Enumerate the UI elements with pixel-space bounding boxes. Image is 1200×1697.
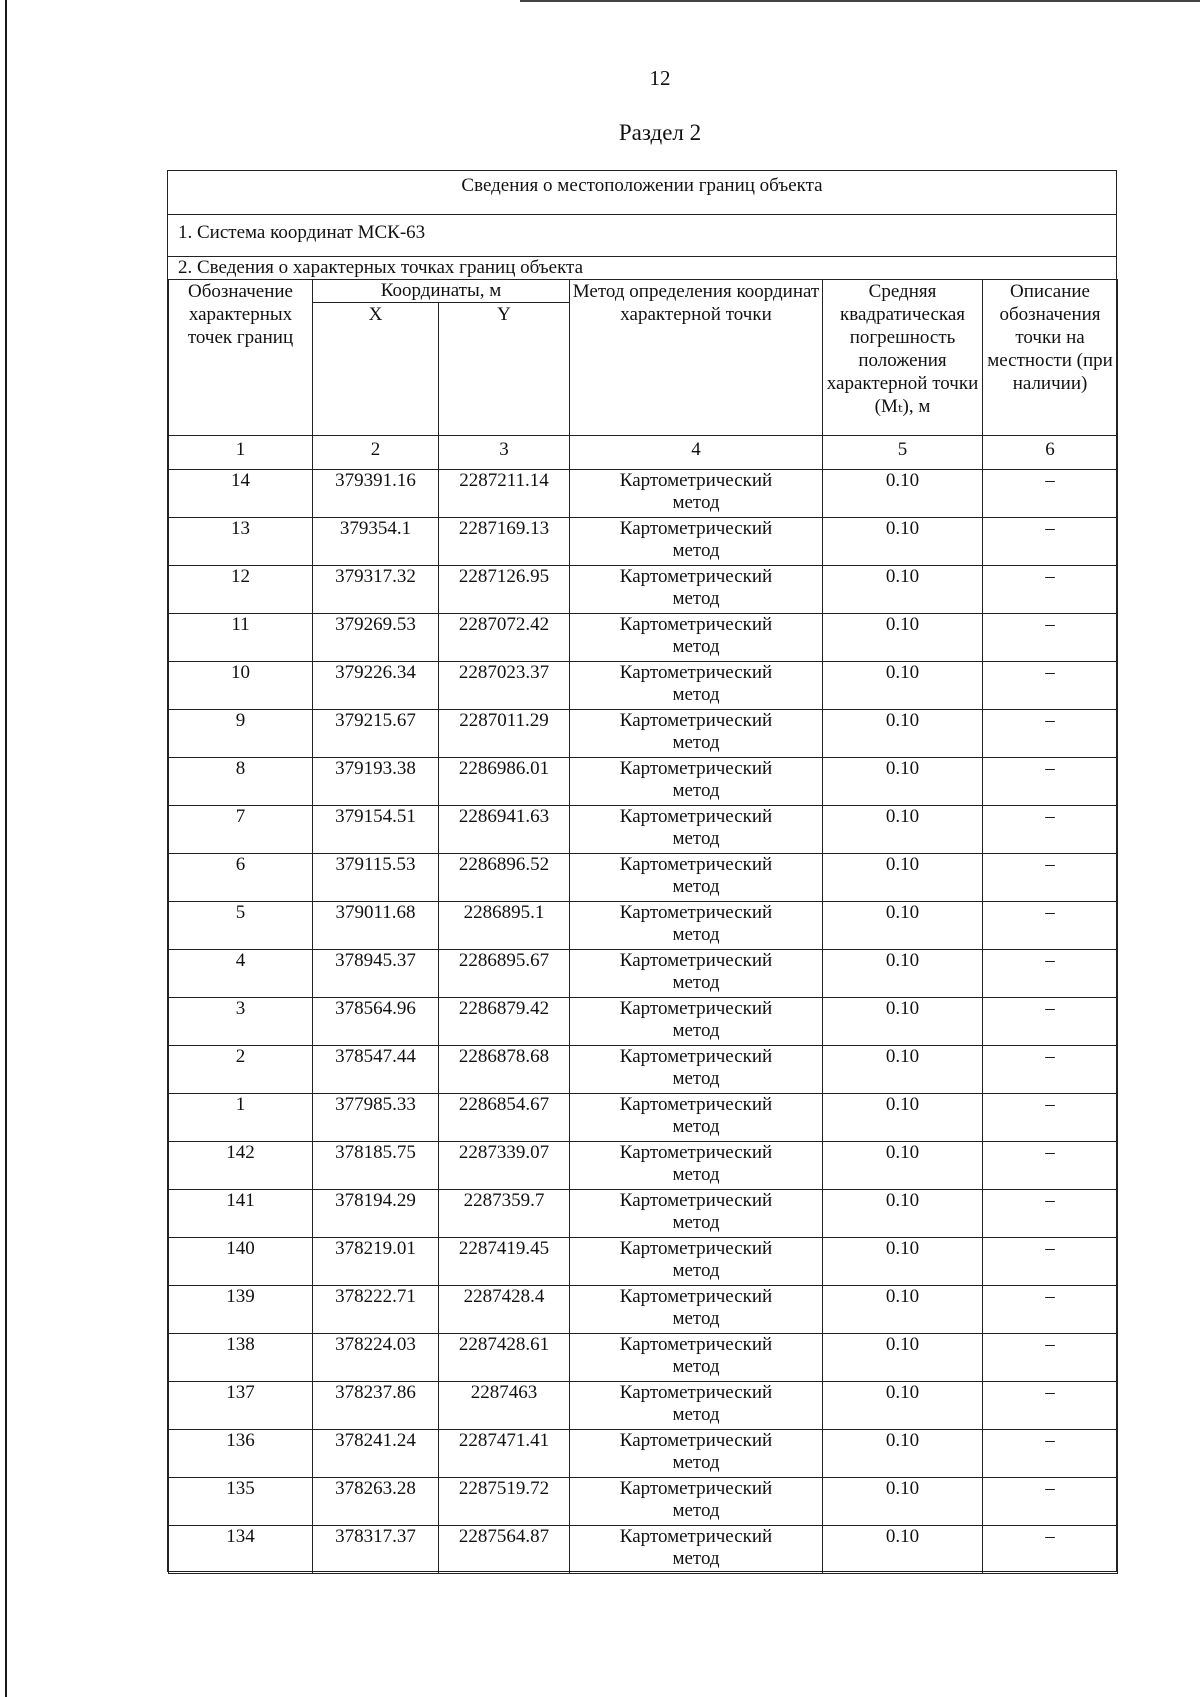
error-cell: 0.10 <box>823 998 983 1046</box>
method-line-2: метод <box>672 876 720 897</box>
description-cell: – <box>983 758 1118 806</box>
x-coordinate-cell: 378194.29 <box>313 1190 439 1238</box>
method-line-2: метод <box>672 1308 720 1329</box>
table-row <box>169 710 1118 758</box>
method-cell <box>570 902 823 950</box>
table-row <box>169 1190 1118 1238</box>
table-row <box>169 1334 1118 1382</box>
table-row <box>169 1238 1118 1286</box>
point-id-cell: 5 <box>169 902 313 950</box>
method-cell <box>570 710 823 758</box>
method-line-1: Картометрический <box>619 1430 773 1451</box>
error-cell: 0.10 <box>823 470 983 518</box>
x-coordinate-cell: 377985.33 <box>313 1094 439 1142</box>
description-cell: – <box>983 470 1118 518</box>
table-row <box>169 566 1118 614</box>
x-coordinate-cell: 378317.37 <box>313 1526 439 1574</box>
error-cell: 0.10 <box>823 662 983 710</box>
method-line-2: метод <box>672 636 720 657</box>
frame-header-title: Сведения о местоположении границ объекта <box>168 171 1116 215</box>
point-id-cell: 3 <box>169 998 313 1046</box>
y-coordinate-cell: 2287169.13 <box>439 518 570 566</box>
method-cell <box>570 1190 823 1238</box>
description-cell: – <box>983 1382 1118 1430</box>
x-coordinate-cell: 379269.53 <box>313 614 439 662</box>
method-cell <box>570 950 823 998</box>
x-coordinate-cell: 378945.37 <box>313 950 439 998</box>
method-cell <box>570 662 823 710</box>
x-coordinate-cell: 379354.1 <box>313 518 439 566</box>
table-row <box>169 1382 1118 1430</box>
method-line-2: метод <box>672 1500 720 1521</box>
point-id-cell: 135 <box>169 1478 313 1526</box>
point-id-cell: 140 <box>169 1238 313 1286</box>
column-number: 1 <box>169 436 313 470</box>
point-id-cell: 9 <box>169 710 313 758</box>
method-line-1: Картометрический <box>619 1238 773 1259</box>
method-cell <box>570 518 823 566</box>
point-id-cell: 136 <box>169 1430 313 1478</box>
x-coordinate-cell: 379115.53 <box>313 854 439 902</box>
method-line-2: метод <box>672 540 720 561</box>
table-row <box>169 1046 1118 1094</box>
y-coordinate-cell: 2287339.07 <box>439 1142 570 1190</box>
header-coordinates: Координаты, м <box>313 280 570 303</box>
method-line-2: метод <box>672 780 720 801</box>
method-line-2: метод <box>672 1452 720 1473</box>
method-cell <box>570 1046 823 1094</box>
description-cell: – <box>983 518 1118 566</box>
column-number: 3 <box>439 436 570 470</box>
page-number: 12 <box>649 66 671 90</box>
table-row <box>169 1430 1118 1478</box>
method-line-1: Картометрический <box>619 1478 773 1499</box>
scan-edge-top <box>520 0 1200 2</box>
error-cell: 0.10 <box>823 1334 983 1382</box>
method-line-1: Картометрический <box>619 518 773 539</box>
method-cell <box>570 470 823 518</box>
method-line-1: Картометрический <box>619 662 773 683</box>
description-cell: – <box>983 902 1118 950</box>
column-number-row <box>169 436 1118 470</box>
method-line-2: метод <box>672 924 720 945</box>
point-id-cell: 139 <box>169 1286 313 1334</box>
point-id-cell: 10 <box>169 662 313 710</box>
method-cell <box>570 806 823 854</box>
header-description: Описание обозначения точки на местности (при наличии) <box>983 280 1118 436</box>
method-line-2: метод <box>672 1548 720 1569</box>
x-coordinate-cell: 378263.28 <box>313 1478 439 1526</box>
x-coordinate-cell: 379391.16 <box>313 470 439 518</box>
method-line-1: Картометрический <box>619 566 773 587</box>
y-coordinate-cell: 2287463 <box>439 1382 570 1430</box>
method-cell <box>570 614 823 662</box>
column-number: 2 <box>313 436 439 470</box>
column-number: 5 <box>823 436 983 470</box>
header-y: Y <box>439 303 570 436</box>
error-cell: 0.10 <box>823 710 983 758</box>
method-line-2: метод <box>672 972 720 993</box>
error-cell: 0.10 <box>823 518 983 566</box>
table-row <box>169 1142 1118 1190</box>
point-id-cell: 6 <box>169 854 313 902</box>
error-cell: 0.10 <box>823 1526 983 1574</box>
method-line-1: Картометрический <box>619 1190 773 1211</box>
method-line-2: метод <box>672 1404 720 1425</box>
method-line-2: метод <box>672 684 720 705</box>
method-line-1: Картометрический <box>619 950 773 971</box>
table-row <box>169 758 1118 806</box>
error-cell: 0.10 <box>823 1478 983 1526</box>
table-row <box>169 998 1118 1046</box>
description-cell: – <box>983 1334 1118 1382</box>
column-number: 6 <box>983 436 1118 470</box>
header-x: X <box>313 303 439 436</box>
table-row <box>169 1286 1118 1334</box>
method-cell <box>570 1286 823 1334</box>
point-id-cell: 4 <box>169 950 313 998</box>
error-cell: 0.10 <box>823 902 983 950</box>
table-row <box>169 518 1118 566</box>
x-coordinate-cell: 379011.68 <box>313 902 439 950</box>
header-error: Средняя квадратическая погрешность положения характерной точки (Mₜ), м <box>823 280 983 436</box>
y-coordinate-cell: 2286895.67 <box>439 950 570 998</box>
error-cell: 0.10 <box>823 806 983 854</box>
x-coordinate-cell: 379317.32 <box>313 566 439 614</box>
description-cell: – <box>983 1286 1118 1334</box>
method-cell <box>570 758 823 806</box>
method-line-1: Картометрический <box>619 758 773 779</box>
method-line-1: Картометрический <box>619 998 773 1019</box>
method-line-2: метод <box>672 732 720 753</box>
method-line-1: Картометрический <box>619 1094 773 1115</box>
method-line-1: Картометрический <box>619 902 773 923</box>
description-cell: – <box>983 1430 1118 1478</box>
point-id-cell: 138 <box>169 1334 313 1382</box>
error-cell: 0.10 <box>823 950 983 998</box>
method-line-2: метод <box>672 1164 720 1185</box>
y-coordinate-cell: 2287564.87 <box>439 1526 570 1574</box>
y-coordinate-cell: 2286941.63 <box>439 806 570 854</box>
point-id-cell: 12 <box>169 566 313 614</box>
point-id-cell: 11 <box>169 614 313 662</box>
description-cell: – <box>983 950 1118 998</box>
method-line-2: метод <box>672 1260 720 1281</box>
point-id-cell: 137 <box>169 1382 313 1430</box>
description-cell: – <box>983 1094 1118 1142</box>
description-cell: – <box>983 566 1118 614</box>
error-cell: 0.10 <box>823 1286 983 1334</box>
y-coordinate-cell: 2287428.61 <box>439 1334 570 1382</box>
method-line-1: Картометрический <box>619 1334 773 1355</box>
y-coordinate-cell: 2287023.37 <box>439 662 570 710</box>
point-id-cell: 13 <box>169 518 313 566</box>
point-id-cell: 14 <box>169 470 313 518</box>
column-number: 4 <box>570 436 823 470</box>
table-row <box>169 950 1118 998</box>
y-coordinate-cell: 2287519.72 <box>439 1478 570 1526</box>
description-cell: – <box>983 854 1118 902</box>
method-cell <box>570 1430 823 1478</box>
method-line-2: метод <box>672 828 720 849</box>
method-cell <box>570 1382 823 1430</box>
y-coordinate-cell: 2287211.14 <box>439 470 570 518</box>
table-row <box>169 902 1118 950</box>
description-cell: – <box>983 1046 1118 1094</box>
error-cell: 0.10 <box>823 1190 983 1238</box>
y-coordinate-cell: 2287428.4 <box>439 1286 570 1334</box>
header-method: Метод определения координат характерной точки <box>570 280 823 436</box>
error-cell: 0.10 <box>823 1238 983 1286</box>
description-cell: – <box>983 1238 1118 1286</box>
method-line-1: Картометрический <box>619 806 773 827</box>
method-line-1: Картометрический <box>619 1526 773 1547</box>
x-coordinate-cell: 379154.51 <box>313 806 439 854</box>
method-line-1: Картометрический <box>619 1286 773 1307</box>
y-coordinate-cell: 2286896.52 <box>439 854 570 902</box>
description-cell: – <box>983 998 1118 1046</box>
y-coordinate-cell: 2286895.1 <box>439 902 570 950</box>
x-coordinate-cell: 379215.67 <box>313 710 439 758</box>
method-line-1: Картометрический <box>619 614 773 635</box>
method-cell <box>570 1238 823 1286</box>
coordinate-system-line: 1. Система координат МСК-63 <box>168 214 1116 257</box>
error-cell: 0.10 <box>823 1430 983 1478</box>
method-cell <box>570 1142 823 1190</box>
method-line-1: Картометрический <box>619 1046 773 1067</box>
x-coordinate-cell: 378224.03 <box>313 1334 439 1382</box>
y-coordinate-cell: 2286854.67 <box>439 1094 570 1142</box>
y-coordinate-cell: 2287011.29 <box>439 710 570 758</box>
table-row <box>169 470 1118 518</box>
method-line-2: метод <box>672 492 720 513</box>
method-cell <box>570 854 823 902</box>
description-cell: – <box>983 1142 1118 1190</box>
point-id-cell: 142 <box>169 1142 313 1190</box>
method-line-2: метод <box>672 1068 720 1089</box>
table-row <box>169 1526 1118 1574</box>
point-id-cell: 134 <box>169 1526 313 1574</box>
points-section-title: 2. Сведения о характерных точках границ объекта <box>178 257 584 278</box>
method-line-2: метод <box>672 588 720 609</box>
method-cell <box>570 1094 823 1142</box>
y-coordinate-cell: 2287072.42 <box>439 614 570 662</box>
y-coordinate-cell: 2287419.45 <box>439 1238 570 1286</box>
error-cell: 0.10 <box>823 1094 983 1142</box>
error-cell: 0.10 <box>823 614 983 662</box>
y-coordinate-cell: 2287359.7 <box>439 1190 570 1238</box>
method-line-2: метод <box>672 1356 720 1377</box>
error-cell: 0.10 <box>823 566 983 614</box>
x-coordinate-cell: 378237.86 <box>313 1382 439 1430</box>
point-id-cell: 8 <box>169 758 313 806</box>
method-cell <box>570 1478 823 1526</box>
error-cell: 0.10 <box>823 1046 983 1094</box>
method-cell <box>570 1526 823 1574</box>
table-row <box>169 614 1118 662</box>
description-cell: – <box>983 662 1118 710</box>
error-cell: 0.10 <box>823 854 983 902</box>
method-cell <box>570 566 823 614</box>
description-cell: – <box>983 806 1118 854</box>
x-coordinate-cell: 378222.71 <box>313 1286 439 1334</box>
point-id-cell: 2 <box>169 1046 313 1094</box>
y-coordinate-cell: 2286986.01 <box>439 758 570 806</box>
method-line-1: Картометрический <box>619 710 773 731</box>
x-coordinate-cell: 378547.44 <box>313 1046 439 1094</box>
table-row <box>169 854 1118 902</box>
description-cell: – <box>983 1478 1118 1526</box>
scan-edge-left <box>5 0 7 1697</box>
table-row <box>169 806 1118 854</box>
boundary-info-frame <box>167 170 1117 1572</box>
method-cell <box>570 998 823 1046</box>
table-row <box>169 662 1118 710</box>
method-line-1: Картометрический <box>619 1142 773 1163</box>
method-line-2: метод <box>672 1116 720 1137</box>
method-line-2: метод <box>672 1212 720 1233</box>
table-row <box>169 1478 1118 1526</box>
x-coordinate-cell: 378241.24 <box>313 1430 439 1478</box>
description-cell: – <box>983 1526 1118 1574</box>
method-cell <box>570 1334 823 1382</box>
points-table <box>168 279 1118 1574</box>
method-line-1: Картометрический <box>619 470 773 491</box>
point-id-cell: 141 <box>169 1190 313 1238</box>
y-coordinate-cell: 2286878.68 <box>439 1046 570 1094</box>
description-cell: – <box>983 1190 1118 1238</box>
table-row <box>169 1094 1118 1142</box>
y-coordinate-cell: 2287471.41 <box>439 1430 570 1478</box>
y-coordinate-cell: 2287126.95 <box>439 566 570 614</box>
error-cell: 0.10 <box>823 1382 983 1430</box>
method-line-1: Картометрический <box>619 854 773 875</box>
point-id-cell: 7 <box>169 806 313 854</box>
point-id-cell: 1 <box>169 1094 313 1142</box>
description-cell: – <box>983 710 1118 758</box>
x-coordinate-cell: 379193.38 <box>313 758 439 806</box>
x-coordinate-cell: 379226.34 <box>313 662 439 710</box>
method-line-2: метод <box>672 1020 720 1041</box>
error-cell: 0.10 <box>823 1142 983 1190</box>
y-coordinate-cell: 2286879.42 <box>439 998 570 1046</box>
section-title: Раздел 2 <box>618 120 702 145</box>
method-line-1: Картометрический <box>619 1382 773 1403</box>
header-designation: Обозначение характерных точек границ <box>169 280 313 436</box>
error-cell: 0.10 <box>823 758 983 806</box>
x-coordinate-cell: 378219.01 <box>313 1238 439 1286</box>
x-coordinate-cell: 378564.96 <box>313 998 439 1046</box>
description-cell: – <box>983 614 1118 662</box>
x-coordinate-cell: 378185.75 <box>313 1142 439 1190</box>
